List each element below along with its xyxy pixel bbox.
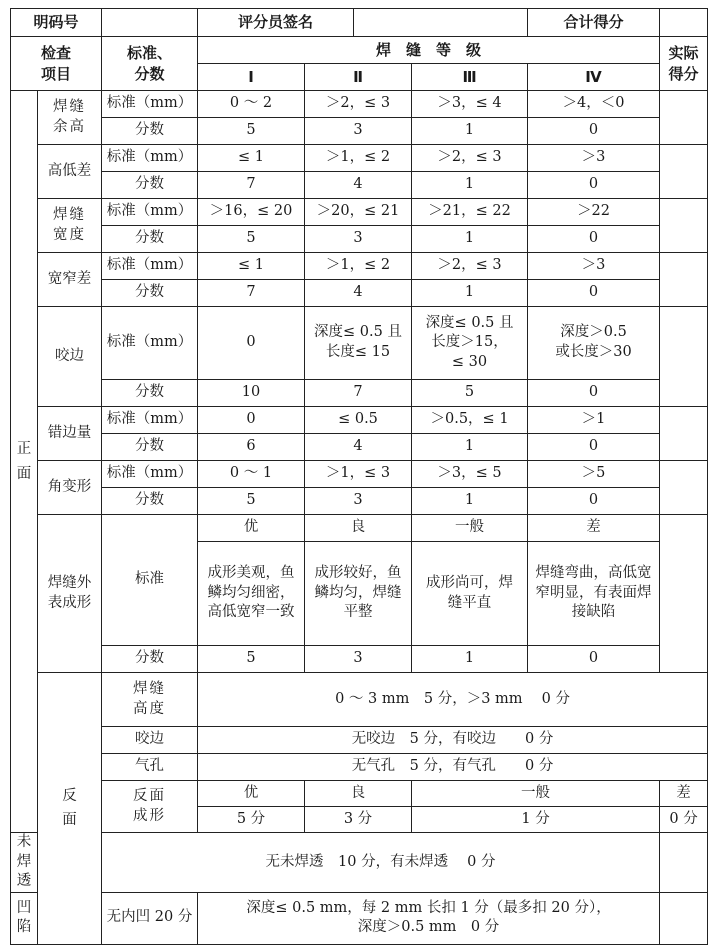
score-cell: 7 — [305, 380, 412, 407]
row-label: 标准（mm） — [102, 461, 198, 488]
item-name: 错边量 — [38, 407, 102, 461]
row-label: 标准（mm） — [102, 307, 198, 380]
score-cell: 0 — [528, 280, 660, 307]
std-cell: ≤ 0.5 — [305, 407, 412, 434]
row-label: 分数 — [102, 488, 198, 515]
level-cell: 差 — [528, 515, 660, 542]
score-cell: 0 分 — [660, 807, 708, 833]
std-cell: 0 ～ 2 — [198, 91, 305, 118]
std-cell: 0 — [198, 407, 305, 434]
std-cell: ＞1，≤ 2 — [305, 145, 412, 172]
std-cell: ≤ 1 — [198, 145, 305, 172]
row-label: 标准（mm） — [102, 199, 198, 226]
score-cell: 0 — [528, 172, 660, 199]
level-cell: 差 — [660, 781, 708, 807]
score-cell: 0 — [528, 380, 660, 407]
row-label: 分数 — [102, 226, 198, 253]
item-name: 焊缝 宽度 — [38, 199, 102, 253]
score-cell: 0 — [528, 118, 660, 145]
item-name: 焊缝 余高 — [38, 91, 102, 145]
grader-label: 评分员签名 — [198, 9, 354, 37]
back-side-label: 反 面 — [38, 673, 102, 945]
actual-score-cell[interactable] — [660, 307, 708, 407]
actual-score-cell[interactable] — [660, 145, 708, 199]
row-label: 标准（mm） — [102, 407, 198, 434]
score-cell: 1 — [412, 280, 528, 307]
row-label: 分数 — [102, 380, 198, 407]
grade-header: 焊 缝 等 级 — [198, 37, 660, 64]
actual-score-cell[interactable] — [660, 515, 708, 673]
actual-score-cell[interactable] — [660, 833, 708, 893]
std-cell: ＞3，≤ 4 — [412, 91, 528, 118]
level-cell: 优 — [198, 515, 305, 542]
score-cell: 7 — [198, 172, 305, 199]
row-label: 分数 — [102, 172, 198, 199]
row-label: 标准（mm） — [102, 145, 198, 172]
concave-none: 无内凹 20 分 — [102, 892, 198, 944]
std-cell: ＞16，≤ 20 — [198, 199, 305, 226]
level-cell: 良 — [305, 515, 412, 542]
item-name: 反面 成形 — [102, 781, 198, 833]
row-label: 标准（mm） — [102, 91, 198, 118]
score-cell: 5 — [198, 646, 305, 673]
row-label: 分数 — [102, 434, 198, 461]
row-label: 分数 — [102, 646, 198, 673]
score-cell: 4 — [305, 172, 412, 199]
std-cell: 深度≤ 0.5 且 长度≤ 15 — [305, 307, 412, 380]
row-label: 标准（mm） — [102, 253, 198, 280]
std-cell: ＞20，≤ 21 — [305, 199, 412, 226]
score-cell: 3 — [305, 646, 412, 673]
desc-cell: 成形美观，鱼鳞均匀细密，高低宽窄一致 — [198, 542, 305, 646]
std-cell: ＞4，＜0 — [528, 91, 660, 118]
row-label: 标准 — [102, 515, 198, 646]
score-cell: 1 — [412, 172, 528, 199]
code-label: 明码号 — [11, 9, 102, 37]
score-cell: 4 — [305, 434, 412, 461]
rule-text: 无咬边 5 分，有咬边 0 分 — [198, 727, 708, 754]
score-cell: 1 — [412, 434, 528, 461]
score-cell: 4 — [305, 280, 412, 307]
actual-score-header: 实际 得分 — [660, 37, 708, 91]
desc-cell: 焊缝弯曲，高低宽窄明显，有表面焊接缺陷 — [528, 542, 660, 646]
item-name: 凹陷 — [11, 892, 38, 944]
score-cell: 1 — [412, 646, 528, 673]
grade-col: Ⅰ — [198, 64, 305, 91]
row-label: 分数 — [102, 118, 198, 145]
rule-text: 深度≤ 0.5 mm，每 2 mm 长扣 1 分（最多扣 20 分）， 深度＞0.5 mm 0 分 — [198, 892, 660, 944]
std-cell: ＞2，≤ 3 — [412, 145, 528, 172]
level-cell: 良 — [305, 781, 412, 807]
score-cell: 0 — [528, 434, 660, 461]
std-cell: ＞5 — [528, 461, 660, 488]
score-cell: 1 — [412, 488, 528, 515]
grade-col: Ⅱ — [305, 64, 412, 91]
score-cell: 6 — [198, 434, 305, 461]
score-cell: 5 分 — [198, 807, 305, 833]
actual-score-cell[interactable] — [660, 407, 708, 461]
score-cell: 0 — [528, 226, 660, 253]
item-name: 咬边 — [102, 727, 198, 754]
score-cell: 5 — [198, 488, 305, 515]
grader-value[interactable] — [354, 9, 528, 37]
total-label: 合计得分 — [528, 9, 660, 37]
std-cell: ≤ 1 — [198, 253, 305, 280]
std-cell: ＞22 — [528, 199, 660, 226]
item-name: 咬边 — [38, 307, 102, 407]
score-cell: 10 — [198, 380, 305, 407]
actual-score-cell[interactable] — [660, 91, 708, 145]
std-cell: ＞2，≤ 3 — [305, 91, 412, 118]
level-cell: 一般 — [412, 781, 660, 807]
item-header: 检查 项目 — [11, 37, 102, 91]
rule-text: 0 ～ 3 mm 5 分，＞3 mm 0 分 — [198, 673, 708, 727]
standard-score-header: 标准、 分数 — [102, 37, 198, 91]
item-name: 气孔 — [102, 754, 198, 781]
rule-text: 无未焊透 10 分，有未焊透 0 分 — [102, 833, 660, 893]
total-value[interactable] — [660, 9, 708, 37]
desc-cell: 成形较好，鱼鳞均匀，焊缝平整 — [305, 542, 412, 646]
std-cell: 深度＞0.5 或长度＞30 — [528, 307, 660, 380]
std-cell: ＞0.5，≤ 1 — [412, 407, 528, 434]
std-cell: 0 ～ 1 — [198, 461, 305, 488]
std-cell: ＞1 — [528, 407, 660, 434]
std-cell: 深度≤ 0.5 且 长度＞15， ≤ 30 — [412, 307, 528, 380]
std-cell: ＞3 — [528, 253, 660, 280]
front-side-label: 正 面 — [11, 91, 38, 833]
grade-col: Ⅳ — [528, 64, 660, 91]
row-label: 分数 — [102, 280, 198, 307]
score-cell: 3 分 — [305, 807, 412, 833]
rule-text: 无气孔 5 分，有气孔 0 分 — [198, 754, 708, 781]
item-name: 未焊透 — [11, 833, 38, 893]
level-cell: 一般 — [412, 515, 528, 542]
actual-score-cell[interactable] — [660, 461, 708, 515]
desc-cell: 成形尚可，焊缝平直 — [412, 542, 528, 646]
actual-score-cell[interactable] — [660, 253, 708, 307]
score-cell: 5 — [198, 118, 305, 145]
std-cell: ＞2，≤ 3 — [412, 253, 528, 280]
score-cell: 3 — [305, 488, 412, 515]
item-name: 角变形 — [38, 461, 102, 515]
score-cell: 1 分 — [412, 807, 660, 833]
grade-col: Ⅲ — [412, 64, 528, 91]
item-name: 高低差 — [38, 145, 102, 199]
score-cell: 7 — [198, 280, 305, 307]
score-cell: 5 — [198, 226, 305, 253]
item-name: 焊缝外 表成形 — [38, 515, 102, 673]
std-cell: ＞3，≤ 5 — [412, 461, 528, 488]
item-name: 焊缝 高度 — [102, 673, 198, 727]
score-cell: 5 — [412, 380, 528, 407]
std-cell: 0 — [198, 307, 305, 380]
score-cell: 3 — [305, 226, 412, 253]
std-cell: ＞1，≤ 3 — [305, 461, 412, 488]
actual-score-cell[interactable] — [660, 199, 708, 253]
score-cell: 0 — [528, 488, 660, 515]
score-cell: 0 — [528, 646, 660, 673]
std-cell: ＞21，≤ 22 — [412, 199, 528, 226]
std-cell: ＞3 — [528, 145, 660, 172]
std-cell: ＞1，≤ 2 — [305, 253, 412, 280]
code-value[interactable] — [102, 9, 198, 37]
score-cell: 3 — [305, 118, 412, 145]
level-cell: 优 — [198, 781, 305, 807]
weld-inspection-table — [10, 8, 708, 945]
item-name: 宽窄差 — [38, 253, 102, 307]
score-cell: 1 — [412, 118, 528, 145]
score-cell: 1 — [412, 226, 528, 253]
actual-score-cell[interactable] — [660, 892, 708, 944]
